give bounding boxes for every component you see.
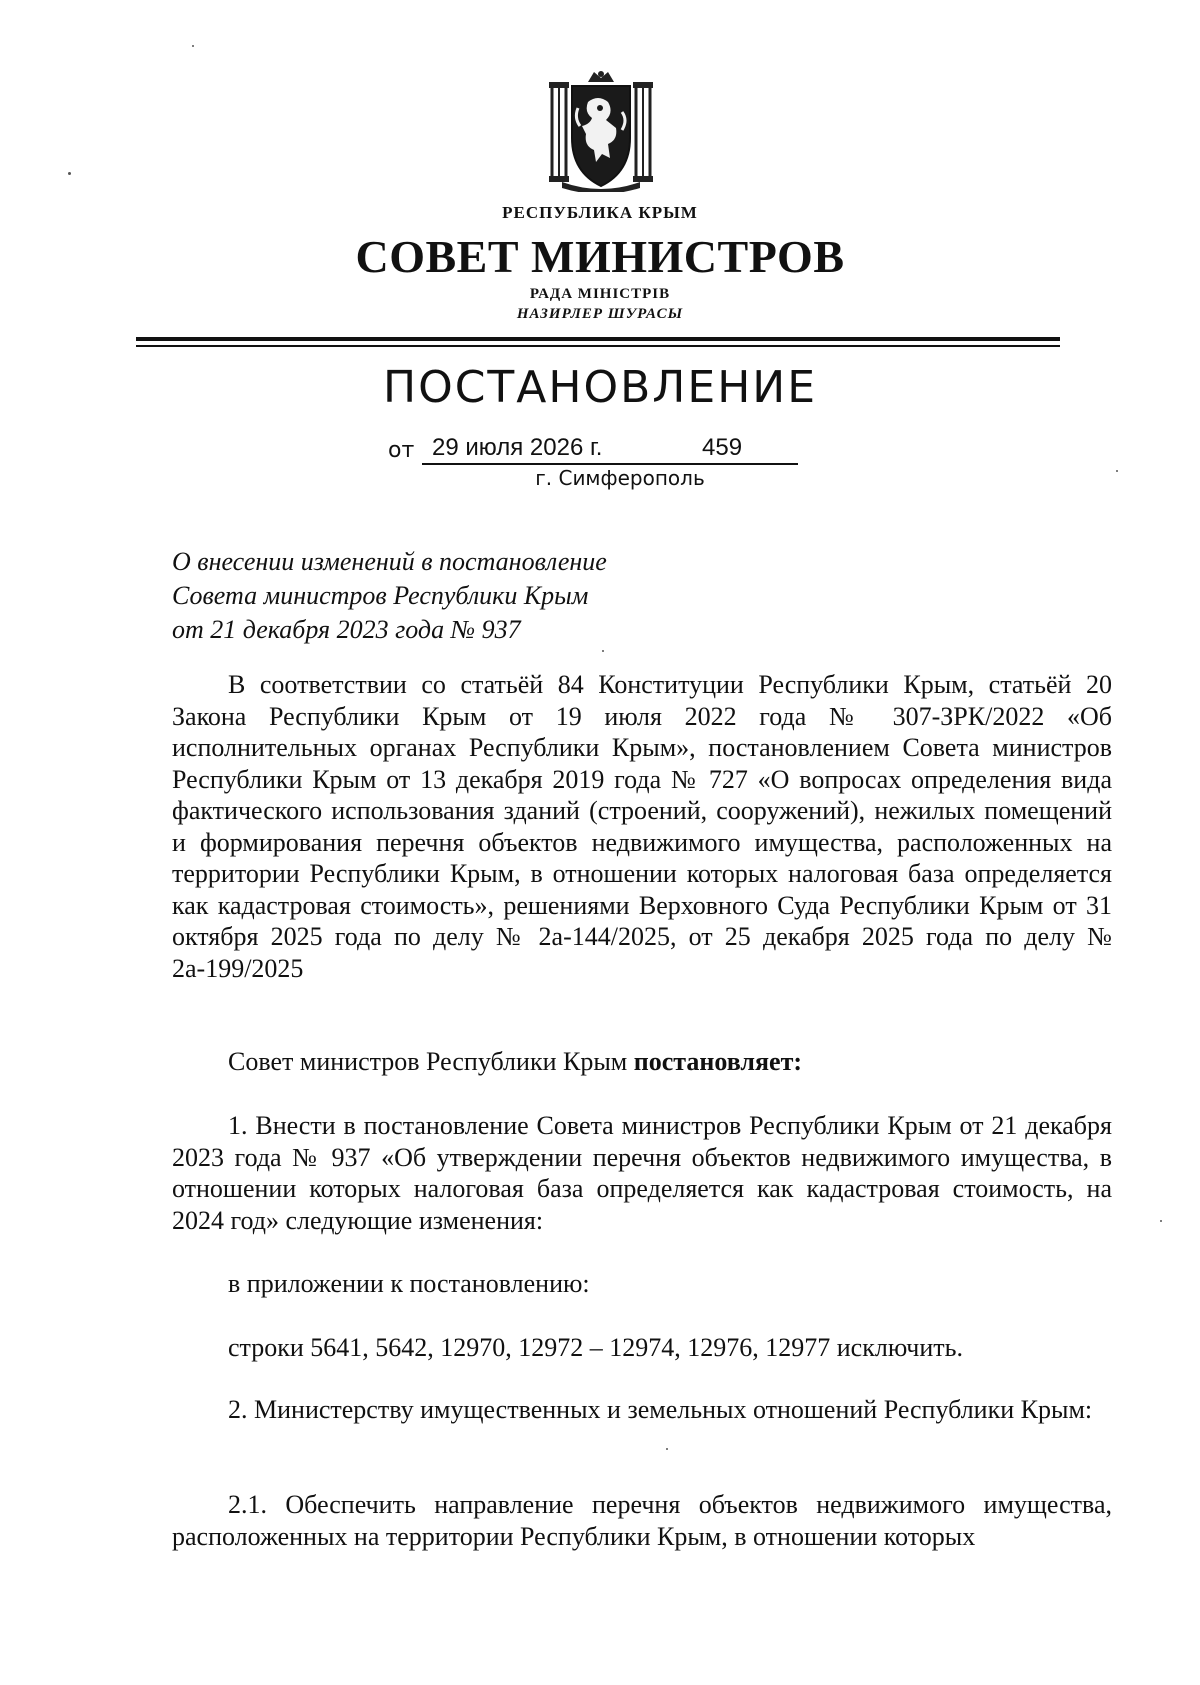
document-subject <box>172 545 772 647</box>
document-type: ПОСТАНОВЛЕНИЕ <box>382 362 817 413</box>
paragraph-text-regular: Совет министров Республики Крым <box>228 1047 634 1076</box>
resolution-paragraph <box>172 1046 1112 1078</box>
preamble-paragraph <box>172 669 1112 984</box>
clause-1-paragraph <box>172 1110 1112 1236</box>
paragraph-text: В соответствии со статьёй 84 Конституции Республики Крым, статьёй 20 Закона Республики Крым от 19 июля 2022 года № 307-ЗРК/2022 «Об исполнительных органах Республики Крым», постановлением Совета министров Республики Крым от 13 декабря 2019 года № 727 «О вопросах определения вида фактического использования зданий (строений, сооружений), нежилых помещений и формирования перечня объектов недвижимого имущества, расположенных на территории Республики Крым, в отношении которых налоговая база определяется как кадастровая стоимость», решениями Верховного Суда Республики Крым от 31 октября 2025 года по делу № 2а-144/2025, от 25 декабря 2025 года по делу № 2а-199/2025 <box>172 670 1112 983</box>
subject-line: Совета министров Республики Крым <box>172 581 589 610</box>
paragraph-text: в приложении к постановлению: <box>228 1269 590 1298</box>
appendix-paragraph <box>172 1268 1112 1300</box>
rows-exclusion-paragraph <box>172 1332 1112 1364</box>
document-number: 459 <box>702 434 743 461</box>
council-name: СОВЕТ МИНИСТРОВ <box>355 231 845 282</box>
paragraph-text: 2. Министерству имущественных и земельных отношений Республики Крым: <box>228 1395 1093 1424</box>
paragraph-text: строки 5641, 5642, 12970, 12972 – 12974, 12976, 12977 исключить. <box>228 1333 963 1362</box>
scan-speck <box>68 172 71 175</box>
date-number-line <box>388 434 808 468</box>
paragraph-text <box>172 1046 1112 1078</box>
scan-speck <box>192 45 194 47</box>
date-underline <box>422 463 798 465</box>
header-divider-thick <box>136 337 1060 341</box>
subject-line: О внесении изменений в постановление <box>172 547 607 576</box>
paragraph-text: 2.1. Обеспечить направление перечня объектов недвижимого имущества, расположенных на территории Республики Крым, в отношении которых <box>172 1490 1112 1551</box>
document-date: 29 июля 2026 г. <box>432 434 603 461</box>
scan-speck <box>1160 1220 1162 1222</box>
council-name-crimean-tatar: НАЗИРЛЕР ШУРАСЫ <box>516 306 684 322</box>
scan-speck <box>666 1448 668 1450</box>
date-prefix: от <box>388 438 415 463</box>
subject-line: от 21 декабря 2023 года № 937 <box>172 615 521 644</box>
scan-speck <box>602 650 604 652</box>
crimea-coat-of-arms-icon <box>548 68 654 192</box>
paragraph-text-bold: постановляет: <box>633 1047 803 1076</box>
council-name-ukrainian: РАДА МІНІСТРІВ <box>529 286 671 302</box>
clause-2-paragraph <box>172 1394 1112 1426</box>
scan-speck <box>1116 470 1118 472</box>
paragraph-text: 1. Внести в постановление Совета министров Республики Крым от 21 декабря 2023 года № 937 «Об утверждении перечня объектов недвижимого имущества, в отношении которых налоговая база определяется как кадастровая стоимость, на 2024 год» следующие изменения: <box>172 1111 1112 1235</box>
header-divider-thin <box>136 345 1060 347</box>
document-city: г. Симферополь <box>535 466 705 490</box>
clause-2-1-paragraph <box>172 1489 1112 1552</box>
republic-name: РЕСПУБЛИКА КРЫМ <box>502 203 698 222</box>
